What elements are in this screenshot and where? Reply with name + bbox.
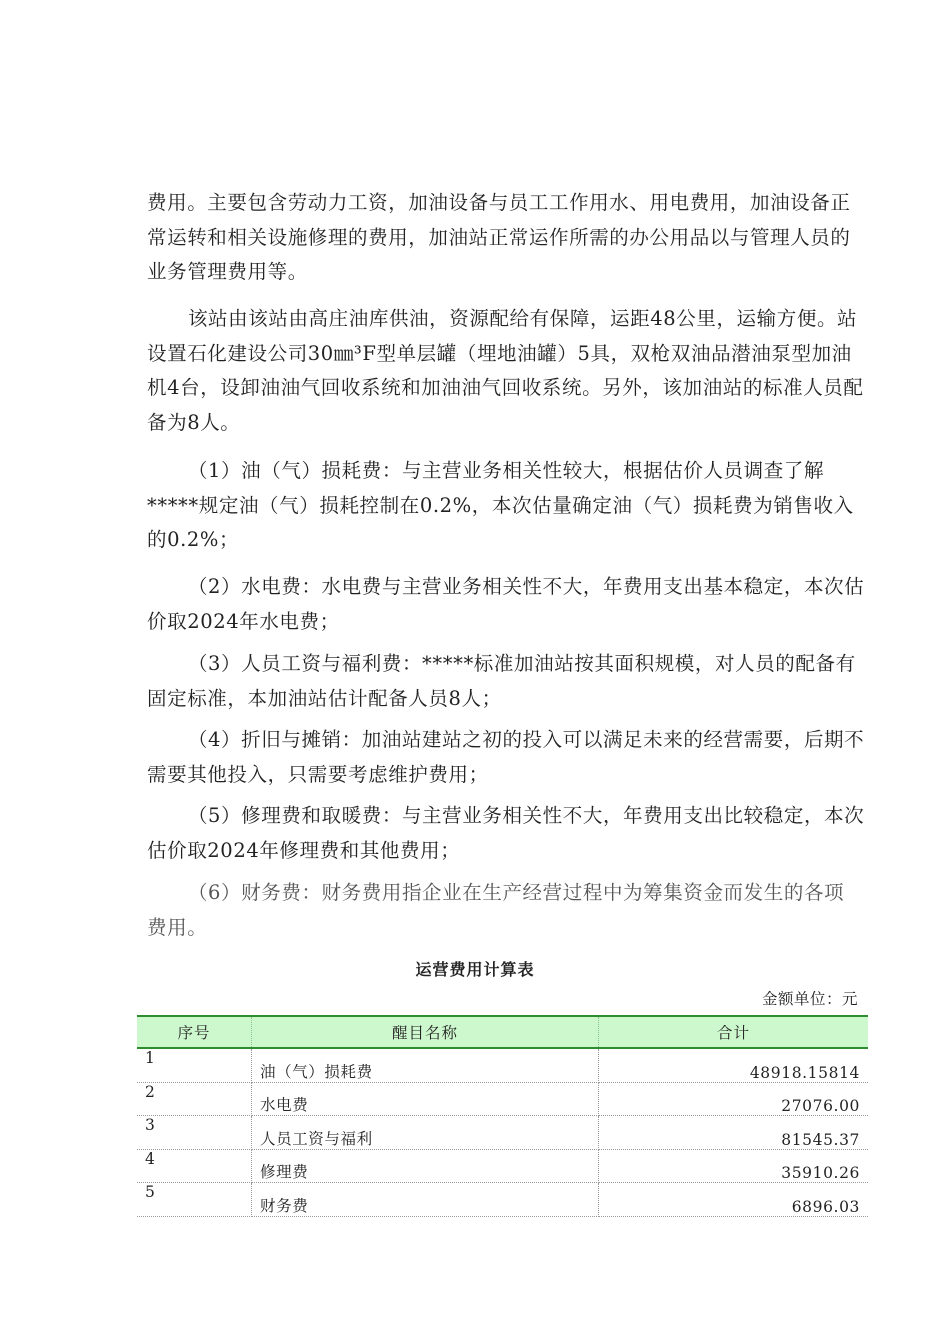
row-item-name: 油（气）损耗费 [252, 1048, 599, 1082]
row-total: 81545.37 [599, 1116, 869, 1150]
row-item-name: 水电费 [252, 1082, 599, 1116]
row-item-name: 人员工资与福利 [252, 1116, 599, 1150]
operating-cost-table [137, 1015, 868, 1217]
paragraph-station-overview: 该站由该站由高庄油库供油，资源配给有保障，运距48公里，运输方便。站设置石化建设公司30㎜³F型单层罐（埋地油罐）5具，双枪双油品潜油泵型加油机4台，设卸油油气回收系统和加油油气回收系统。另外，该加油站的标准人员配备为8人。 [147, 307, 864, 434]
row-total: 48918.15814 [599, 1048, 869, 1082]
currency-unit-label: 金额单位：元 [761, 990, 858, 1008]
table-row [137, 1149, 868, 1183]
paragraph-depreciation: （4）折旧与摊销：加油站建站之初的投入可以满足未来的经营需要，后期不需要其他投入，只需要考虑维护费用； [147, 728, 865, 786]
paragraph-staff-wage-fee: （3）人员工资与福利费：*****标准加油站按其面积规模，对人员的配备有固定标准，本加油站估计配备人员8人； [147, 652, 856, 710]
table-title: 运营费用计算表 [415, 960, 535, 979]
row-total: 6896.03 [599, 1183, 869, 1217]
table-row [137, 1048, 868, 1082]
paragraph-utility-fee: （2）水电费：水电费与主营业务相关性不大，年费用支出基本稳定，本次估价取2024年水电费； [147, 575, 865, 633]
row-serial-no: 1 [137, 1048, 252, 1082]
row-item-name: 财务费 [252, 1183, 599, 1217]
table-header-row [137, 1016, 868, 1048]
header-serial-no: 序号 [137, 1016, 252, 1048]
row-serial-no: 5 [137, 1183, 252, 1217]
paragraph-oil-loss-fee: （1）油（气）损耗费：与主营业务相关性较大，根据估价人员调查了解*****规定油（气）损耗控制在0.2%，本次估量确定油（气）损耗费为销售收入的0.2%； [147, 459, 854, 551]
row-item-name: 修理费 [252, 1149, 599, 1183]
row-serial-no: 4 [137, 1149, 252, 1183]
paragraph-repair-heating-fee: （5）修理费和取暖费：与主营业务相关性不大，年费用支出比较稳定，本次估价取2024年修理费和其他费用； [147, 804, 865, 862]
table-row [137, 1183, 868, 1217]
header-item-name: 醒目名称 [252, 1016, 599, 1048]
row-total: 27076.00 [599, 1082, 869, 1116]
table-row [137, 1116, 868, 1150]
row-serial-no: 3 [137, 1116, 252, 1150]
row-total: 35910.26 [599, 1149, 869, 1183]
paragraph-cost-intro: 费用。主要包含劳动力工资，加油设备与员工工作用水、用电费用，加油设备正常运转和相关设施修理的费用，加油站正常运作所需的办公用品以与管理人员的业务管理费用等。 [147, 191, 851, 283]
paragraph-financial-fee: （6）财务费：财务费用指企业在生产经营过程中为筹集资金而发生的各项费用。 [147, 881, 845, 939]
header-total: 合计 [599, 1016, 869, 1048]
row-serial-no: 2 [137, 1082, 252, 1116]
table-row [137, 1082, 868, 1116]
